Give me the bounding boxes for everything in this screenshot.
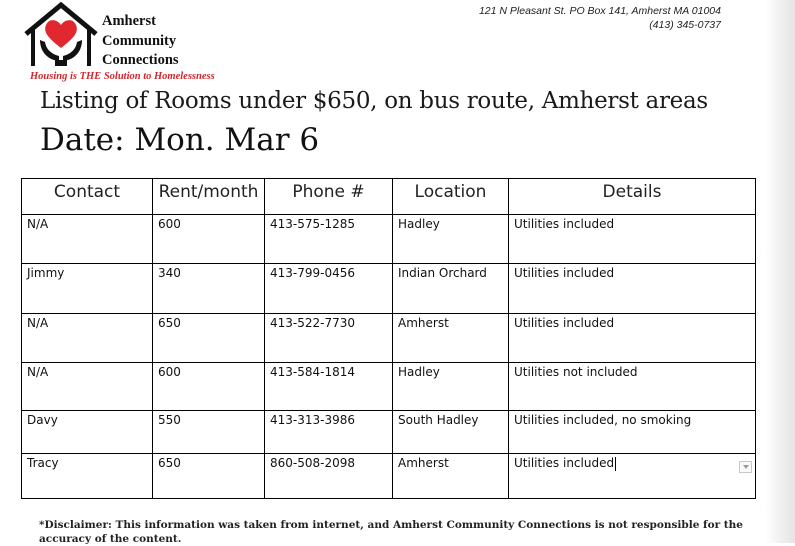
- table-row: [22, 363, 756, 411]
- chevron-down-icon: [743, 465, 749, 469]
- cell-contact[interactable]: Davy: [22, 411, 153, 454]
- cell-phone[interactable]: 413-575-1285: [265, 215, 393, 264]
- col-header-phone: Phone #: [265, 179, 393, 215]
- cell-location[interactable]: Amherst: [393, 314, 509, 363]
- table-row: [22, 411, 756, 454]
- cell-contact[interactable]: N/A: [22, 215, 153, 264]
- disclaimer: *Disclaimer: This information was taken from internet, and Amherst Community Connections is not responsible for the accuracy of the content.: [39, 519, 743, 545]
- cell-rent[interactable]: 340: [153, 264, 265, 314]
- cell-details[interactable]: Utilities included: [509, 264, 756, 314]
- page-edge-shadow: [765, 0, 795, 543]
- cell-details[interactable]: Utilities included, no smoking: [509, 411, 756, 454]
- org-name-line-1: Amherst: [102, 13, 156, 29]
- address-block: [479, 4, 721, 32]
- cell-details-text: Utilities included: [514, 456, 615, 470]
- cell-details[interactable]: Utilities included: [509, 314, 756, 363]
- cell-contact[interactable]: Tracy: [22, 454, 153, 499]
- table-row: [22, 264, 756, 314]
- cell-details-active[interactable]: [509, 454, 756, 499]
- cell-phone[interactable]: 413-584-1814: [265, 363, 393, 411]
- cell-contact[interactable]: Jimmy: [22, 264, 153, 314]
- cell-location[interactable]: Hadley: [393, 215, 509, 264]
- col-header-contact: Contact: [22, 179, 153, 215]
- page-heading: Listing of Rooms under $650, on bus route, Amherst areas: [40, 88, 708, 114]
- cell-phone[interactable]: 860-508-2098: [265, 454, 393, 499]
- rooms-table: [21, 178, 756, 499]
- col-header-details: Details: [509, 179, 756, 215]
- date-label: Date: Mon. Mar 6: [40, 122, 320, 158]
- address-phone: (413) 345-0737: [649, 19, 721, 31]
- cell-details[interactable]: Utilities included: [509, 215, 756, 264]
- table-row: [22, 454, 756, 499]
- cell-phone[interactable]: 413-522-7730: [265, 314, 393, 363]
- cell-location[interactable]: Hadley: [393, 363, 509, 411]
- org-name-line-2: Community: [102, 32, 177, 49]
- cell-location[interactable]: Amherst: [393, 454, 509, 499]
- cell-rent[interactable]: 650: [153, 454, 265, 499]
- cell-rent[interactable]: 650: [153, 314, 265, 363]
- cell-location[interactable]: Indian Orchard: [393, 264, 509, 314]
- org-name-line-3: Connections: [102, 52, 179, 68]
- cell-dropdown-button[interactable]: [739, 461, 752, 473]
- col-header-rent: Rent/month: [153, 179, 265, 215]
- col-header-location: Location: [393, 179, 509, 215]
- cell-contact[interactable]: N/A: [22, 314, 153, 363]
- cell-location[interactable]: South Hadley: [393, 411, 509, 454]
- house-heart-hands-icon: [22, 0, 100, 72]
- table-row: [22, 215, 756, 264]
- org-name: [102, 12, 179, 71]
- cell-phone[interactable]: 413-799-0456: [265, 264, 393, 314]
- cell-contact[interactable]: N/A: [22, 363, 153, 411]
- tagline: Housing is THE Solution to Homelessness: [30, 71, 215, 82]
- table-row: [22, 314, 756, 363]
- org-logo: [22, 0, 237, 85]
- cell-rent[interactable]: 550: [153, 411, 265, 454]
- cell-rent[interactable]: 600: [153, 215, 265, 264]
- cell-phone[interactable]: 413-313-3986: [265, 411, 393, 454]
- text-cursor: [615, 457, 616, 471]
- cell-rent[interactable]: 600: [153, 363, 265, 411]
- address-street: 121 N Pleasant St. PO Box 141, Amherst MA 01004: [478, 5, 721, 17]
- cell-details[interactable]: Utilities not included: [509, 363, 756, 411]
- table-header-row: [22, 179, 756, 215]
